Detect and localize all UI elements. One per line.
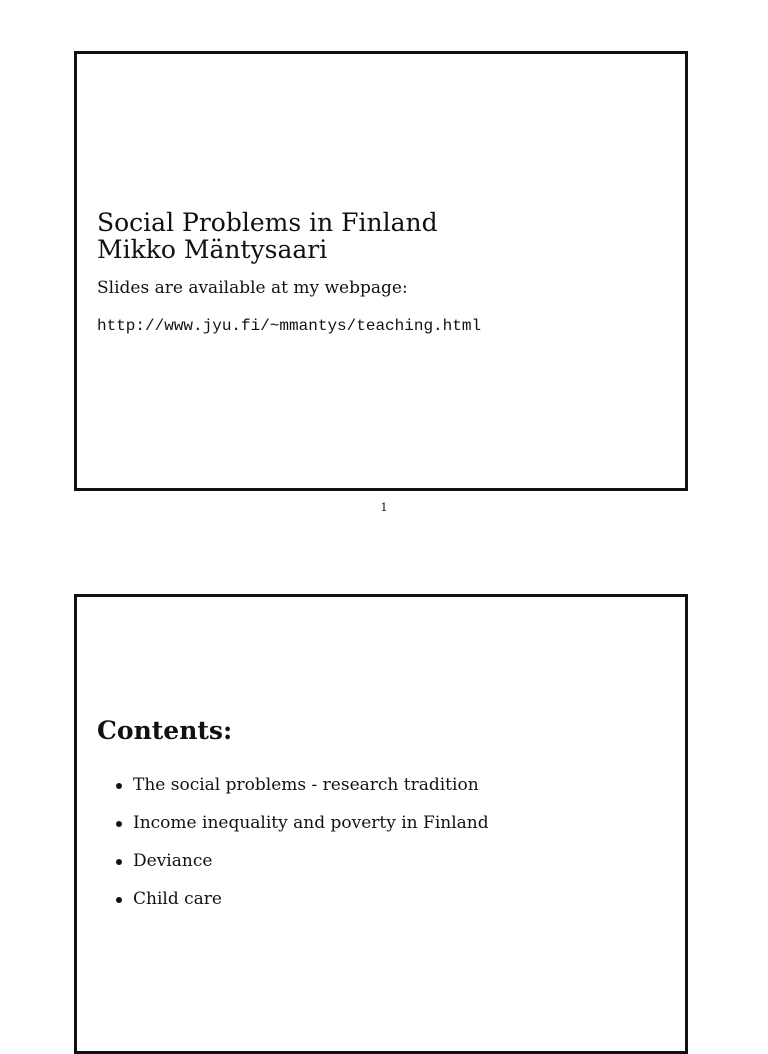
- bullet-icon: [116, 783, 122, 789]
- bullet-icon: [116, 859, 122, 865]
- webpage-url: http://www.jyu.fi/~mmantys/teaching.html: [97, 317, 482, 335]
- list-item: [113, 850, 489, 888]
- page-number: 1: [380, 501, 388, 514]
- title-line-author: Mikko Mäntysaari: [97, 235, 328, 264]
- list-item-text: The social problems - research tradition: [133, 775, 479, 795]
- slide-1: [74, 51, 688, 491]
- list-item: [113, 888, 489, 926]
- slide-title: [97, 209, 438, 263]
- list-item: [113, 774, 489, 812]
- contents-list: [113, 774, 489, 926]
- contents-heading: Contents:: [97, 716, 233, 745]
- slides-available-text: Slides are available at my webpage:: [97, 278, 408, 298]
- bullet-icon: [116, 897, 122, 903]
- list-item-text: Deviance: [133, 851, 213, 871]
- list-item: [113, 812, 489, 850]
- list-item-text: Income inequality and poverty in Finland: [133, 813, 489, 833]
- bullet-icon: [116, 821, 122, 827]
- list-item-text: Child care: [133, 889, 222, 909]
- slide-2: [74, 594, 688, 1054]
- title-line-course: Social Problems in Finland: [97, 208, 438, 237]
